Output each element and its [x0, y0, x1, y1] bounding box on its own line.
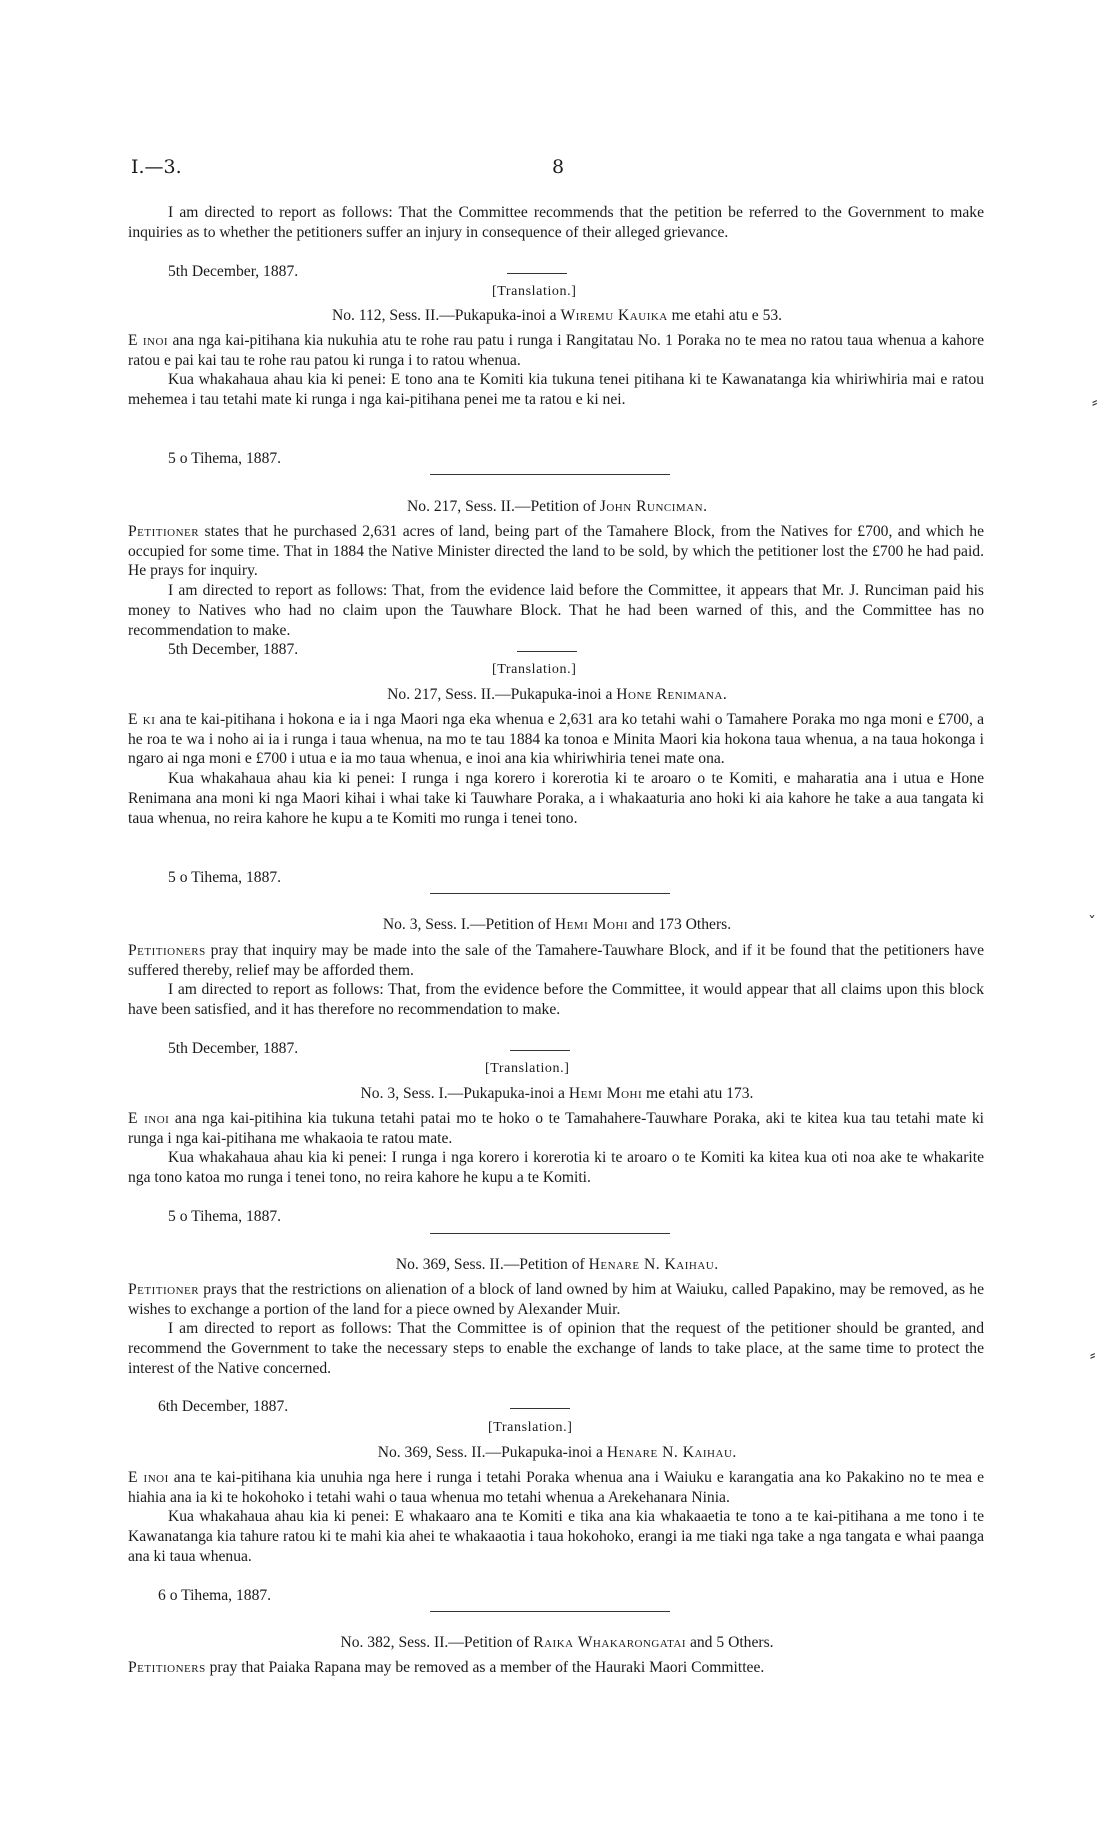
- lead-words: E inoi: [128, 332, 169, 349]
- petitioner-name: Hone Renimana: [616, 686, 723, 703]
- document-reference: I.—3.: [131, 156, 182, 178]
- short-divider: [510, 1408, 570, 1409]
- heading-prefix: No. 112, Sess. II.—Pukapuka-inoi a: [331, 307, 561, 324]
- petition-text: prays that the restrictions on alienation of a block of land owned by him at Waiuku, called Papakino, may be removed, as he wishes to exchange a portion of the land for a piece owned by Alexander Muir.: [128, 1281, 984, 1318]
- heading-prefix: No. 3, Sess. I.—Petition of: [382, 916, 555, 933]
- lead-words: E inoi: [128, 1469, 169, 1486]
- petitioner-name: Wiremu Kauika: [560, 307, 668, 324]
- short-divider: [507, 273, 567, 274]
- translation-label: [Translation.]: [485, 1061, 570, 1076]
- heading-suffix: and 5 Others.: [686, 1634, 774, 1651]
- petition-body: [128, 331, 984, 410]
- petition-heading: [0, 1085, 1114, 1103]
- petition-body: [128, 941, 984, 1020]
- section-divider: [430, 1233, 670, 1234]
- date-line: 6th December, 1887.: [158, 1398, 289, 1415]
- petition-heading: [0, 498, 1114, 516]
- heading-suffix: .: [714, 1256, 719, 1273]
- date-line: 6 o Tihema, 1887.: [158, 1587, 272, 1604]
- report-text: Kua whakahaua ahau kia ki penei: I runga i nga korero i korerotia ki te aroaro o te Komiti, e maharatia ana i utua e Hone Renimana ana moni ki nga Maori kihai i whai take ki Tauwhare Poraka, a i whakaaturia ano hoki ki aia kahore he take a aua tangata ki taua whenua, no reira kahore he kupu a te Komiti mo runga i tenei tono.: [128, 770, 984, 827]
- heading-prefix: No. 3, Sess. I.—Pukapuka-inoi a: [360, 1085, 569, 1102]
- heading-prefix: No. 369, Sess. II.—Petition of: [395, 1256, 589, 1273]
- margin-mark: ⸗: [1092, 392, 1098, 411]
- petitioner-name: Hemi Mohi: [568, 1085, 643, 1102]
- lead-words: E inoi: [128, 1110, 170, 1127]
- petitioner-name: Henare N. Kaihau: [588, 1256, 715, 1273]
- heading-suffix: .: [703, 498, 707, 515]
- report-text: Kua whakahaua ahau kia ki penei: E tono ana te Komiti kia tukuna tenei pitihana ki te Kawanatanga kia whiriwhiria mai e ratou mehemea i tau tetahi mate ki runga i nga kai-pitihana penei me ta ratou e ki nei.: [128, 371, 984, 409]
- report-text: I am directed to report as follows: That, from the evidence laid before the Committee, it appears that Mr. J. Runciman paid his money to Natives who had no claim upon the Tauwhare Block. That he had been warned of this, and the Committee has no recommendation to make.: [128, 582, 984, 639]
- petition-text: pray that Paiaka Rapana may be removed as a member of the Hauraki Maori Committee.: [205, 1659, 765, 1676]
- section-divider: [430, 1611, 670, 1612]
- heading-prefix: No. 382, Sess. II.—Petition of: [340, 1634, 534, 1651]
- lead-words: E ki: [128, 711, 156, 728]
- translation-label: [Translation.]: [492, 662, 577, 677]
- heading-suffix: me etahi atu 173.: [642, 1085, 754, 1102]
- petitioner-name: Henare N. Kaihau: [606, 1444, 733, 1461]
- section-divider: [430, 474, 670, 475]
- petition-body: [128, 1658, 984, 1678]
- date-line: 5 o Tihema, 1887.: [168, 450, 282, 467]
- heading-prefix: No. 217, Sess. II.—Petition of: [407, 498, 600, 515]
- report-paragraph: [128, 203, 984, 242]
- date-line: 5 o Tihema, 1887.: [168, 869, 282, 886]
- date-line: 5th December, 1887.: [168, 1040, 299, 1057]
- petition-heading: [0, 1256, 1114, 1274]
- translation-label: [Translation.]: [492, 284, 577, 299]
- heading-prefix: No. 369, Sess. II.—Pukapuka-inoi a: [377, 1444, 607, 1461]
- heading-suffix: me etahi atu e 53.: [667, 307, 783, 324]
- heading-prefix: No. 217, Sess. II.—Pukapuka-inoi a: [387, 686, 617, 703]
- petition-heading: [0, 686, 1114, 704]
- report-text: I am directed to report as follows: That, from the evidence before the Committee, it would appear that all claims upon this block have been satisfied, and it has therefore no recommendation to make.: [128, 981, 984, 1019]
- report-text: I am directed to report as follows: That the Committee recommends that the petition be referred to the Government to make inquiries as to whether the petitioners suffer an injury in consequence of their alleged grievance.: [128, 204, 984, 241]
- petition-text: states that he purchased 2,631 acres of land, being part of the Tamahere Block, from the Natives for £700, and which he occupied for some time. That in 1884 the Native Minister directed the land to be sold, by which the petitioner lost the £700 he had paid. He prays for inquiry.: [128, 523, 984, 580]
- petition-heading: [0, 916, 1114, 934]
- petitioner-name: John Runciman: [599, 498, 704, 515]
- report-text: Kua whakahaua ahau kia ki penei: E whakaaro ana te Komiti e tika ana kia whakaaetia te tono a te kai-pitihana a me tono i te Kawanatanga kia tahure ratou ki te mahi kia ahei te whakaaotia i taua hokohoko, erangi ia me tiaki nga take a nga tangata e whai paanga ana ki taua whenua.: [128, 1508, 984, 1565]
- heading-suffix: and 173 Others.: [628, 916, 732, 933]
- petition-text: ana nga kai-pitihina kia tukuna tetahi patai mo te hoko o te Tamahahere-Tauwhare Poraka, aki te kitea kua tau tetahi mate ki runga i nga kai-pitihana me whakaoia te ratou mate.: [128, 1110, 984, 1147]
- short-divider: [517, 651, 577, 652]
- report-text: I am directed to report as follows: That the Committee is of opinion that the request of the petitioner should be granted, and recommend the Government to take the necessary steps to enable the exchange of lands to take place, at the same time to protect the interest of the Native concerned.: [128, 1320, 984, 1377]
- date-line: 5th December, 1887.: [168, 263, 299, 280]
- lead-words: Petitioner: [128, 523, 200, 540]
- petitioner-name: Raika Whakarongatai: [533, 1634, 687, 1651]
- heading-suffix: .: [732, 1444, 737, 1461]
- short-divider: [510, 1050, 570, 1051]
- date-line: 5th December, 1887.: [168, 641, 299, 658]
- petition-body: [128, 1280, 984, 1379]
- lead-words: Petitioners: [128, 942, 206, 959]
- lead-words: Petitioners: [128, 1659, 206, 1676]
- lead-words: Petitioner: [128, 1281, 200, 1298]
- petition-heading: [0, 307, 1114, 325]
- heading-suffix: .: [722, 686, 727, 703]
- report-text: Kua whakahaua ahau kia ki penei: I runga i nga korero i korerotia ki te aroaro o te Komiti ka kitea kua oti noa ake te whakarite nga tono katoa mo runga i tenei tono, no reira kahore he kupu a te Komiti.: [128, 1149, 984, 1187]
- petition-text: ana nga kai-pitihana kia nukuhia atu te rohe rau patu i runga i Rangitatau No. 1 Poraka no te mea no ratou taua whenua a kahore ratou e pai kai tau te rohe rau patou ki runga i to ratou whenua.: [128, 332, 984, 369]
- petition-heading: [0, 1634, 1114, 1652]
- translation-label: [Translation.]: [488, 1420, 573, 1435]
- petition-text: ana te kai-pitihana i hokona e ia i nga Maori nga eka whenua e 2,631 ara ko tetahi wahi o Tamahere Poraka mo nga moni e £700, a he roa te wa i noho ai ia i runga i taua whenua, na mo te tau 1884 ka tonoa e Minita Maori kia hokona taua whenua, a na taua hokonga i ngaro ai nga moni e £700 i utua e ia mo taua whenua, e inoi ana kia whiriwhiria tenei mate ona.: [128, 711, 985, 768]
- petitioner-name: Hemi Mohi: [554, 916, 629, 933]
- petition-body: [128, 710, 984, 828]
- petition-heading: [0, 1444, 1114, 1462]
- section-divider: [430, 893, 670, 894]
- date-line: 5 o Tihema, 1887.: [168, 1208, 282, 1225]
- margin-mark: ⸗: [1090, 1345, 1096, 1364]
- page-number: 8: [552, 156, 565, 178]
- petition-text: ana te kai-pitihana kia unuhia nga here i runga i tetahi Poraka whenua ana i Waiuku e karangatia ana ko Pakakino no te mea e hiahia ana ia ki te hokohoko i tetahi wahi o taua whenua mo tetahi whenua a Arekehanara Ninia.: [128, 1469, 985, 1506]
- margin-mark: ˇ: [1088, 913, 1096, 932]
- petition-body: [128, 1109, 984, 1188]
- petition-text: pray that inquiry may be made into the sale of the Tamahere-Tauwhare Block, and if it be found that the petitioners have suffered thereby, relief may be afforded them.: [128, 942, 984, 979]
- petition-body: [128, 522, 984, 640]
- petition-body: [128, 1468, 984, 1567]
